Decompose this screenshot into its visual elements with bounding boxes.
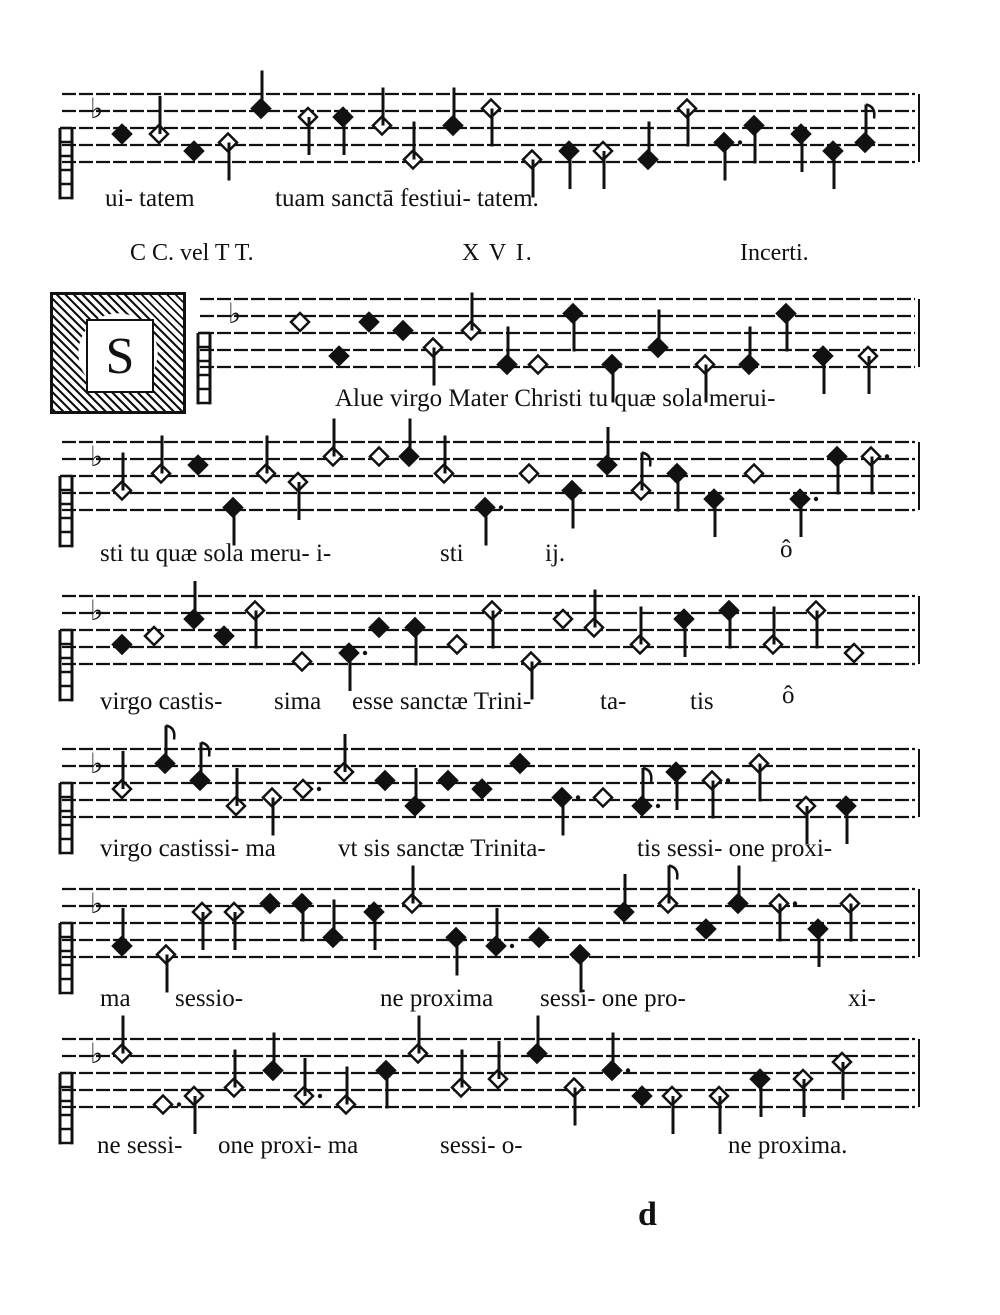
lyric-4a: virgo castis-: [100, 688, 223, 715]
lyric-3d: ô: [780, 536, 793, 563]
signature-mark: d: [638, 1196, 657, 1233]
lyric-5a: virgo castissi- ma: [100, 835, 276, 862]
svg-text:♭: ♭: [90, 1036, 104, 1070]
lyric-1b: tuam sanctā festiui- tatem.: [275, 185, 539, 212]
lyric-7a: ne sessi-: [97, 1132, 183, 1159]
lyric-4c: esse sanctæ Trini-: [352, 688, 532, 715]
staff-6: [0, 875, 1000, 985]
svg-text:♭: ♭: [90, 886, 104, 920]
lyric-6a: ma: [100, 985, 131, 1012]
staff-1: [0, 80, 1000, 190]
svg-text:♭: ♭: [228, 296, 242, 330]
staff-3: [0, 428, 1000, 538]
lyric-4d: ta-: [600, 688, 627, 715]
lyric-6e: xi-: [848, 985, 876, 1012]
piece-number: X V I.: [462, 240, 534, 266]
lyric-1a: ui- tatem: [105, 185, 195, 212]
lyric-3b: sti: [440, 540, 464, 567]
lyric-3c: ij.: [545, 540, 566, 567]
lyric-6c: ne proxima: [380, 985, 494, 1012]
staff-4: [0, 582, 1000, 692]
svg-text:♭: ♭: [90, 439, 104, 473]
lyric-2a: Alue virgo Mater Christi tu quæ sola merui-: [335, 385, 776, 412]
lyric-7c: sessi- o-: [440, 1132, 523, 1159]
lyric-5c: tis sessi- one proxi-: [637, 835, 833, 862]
lyric-4f: ô: [782, 682, 795, 709]
lyric-7b: one proxi- ma: [218, 1132, 359, 1159]
initial-letter: S: [86, 319, 154, 393]
voice-label: C C. vel T T.: [130, 240, 254, 266]
lyric-6b: sessio-: [175, 985, 244, 1012]
lyric-6d: sessi- one pro-: [540, 985, 686, 1012]
lyric-4b: sima: [274, 688, 322, 715]
svg-text:♭: ♭: [90, 91, 104, 125]
staff-2: [0, 285, 1000, 395]
svg-text:♭: ♭: [90, 593, 104, 627]
staff-7: [0, 1025, 1000, 1135]
lyric-7d: ne proxima.: [728, 1132, 848, 1159]
composer-label: Incerti.: [740, 240, 809, 266]
svg-text:♭: ♭: [90, 746, 104, 780]
lyric-3a: sti tu quæ sola meru- i-: [100, 540, 332, 567]
staff-5: [0, 735, 1000, 845]
lyric-5b: vt sis sanctæ Trinita-: [338, 835, 546, 862]
lyric-4e: tis: [690, 688, 714, 715]
